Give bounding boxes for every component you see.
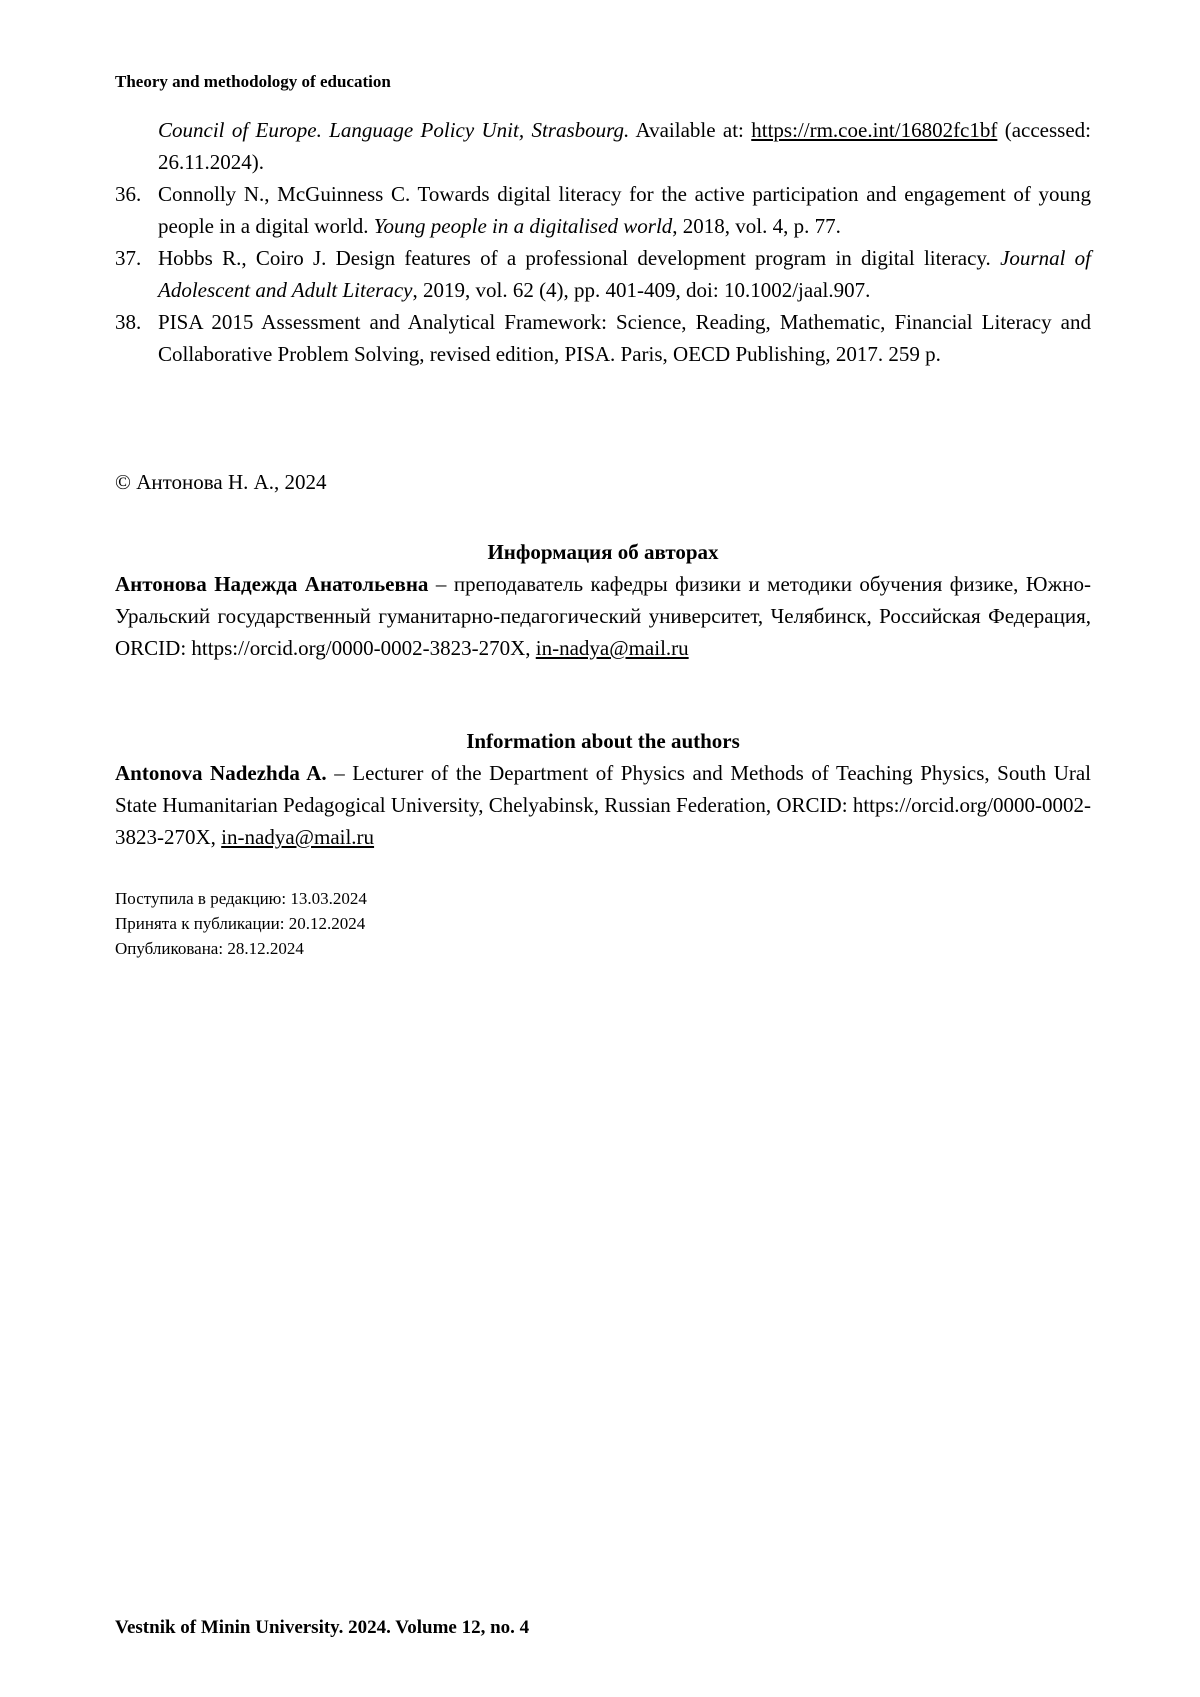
reference-source-italic: Council of Europe. Language Policy Unit, Strasbourg. <box>158 118 630 142</box>
reference-text: Connolly N., McGuinness C. Towards digital literacy for the active participation and engagement of young people in a digital world. <box>158 182 1091 238</box>
reference-accessed: (accessed: 26.11.2024). <box>158 118 1092 174</box>
reference-number: 37. <box>115 246 142 270</box>
reference-list <box>115 114 1091 370</box>
section-heading-en: Information about the authors <box>466 729 740 753</box>
date-published: Опубликована: 28.12.2024 <box>115 939 304 958</box>
running-header: Theory and methodology of education <box>115 72 391 91</box>
publication-dates <box>115 886 367 961</box>
author-email-link-en[interactable]: in-nadya@mail.ru <box>221 825 375 849</box>
author-name-ru: Антонова Надежда Анатольевна <box>115 572 429 596</box>
copyright-line: © Антонова Н. А., 2024 <box>115 470 327 494</box>
reference-item-37 <box>115 242 1091 306</box>
date-received: Поступила в редакцию: 13.03.2024 <box>115 889 367 908</box>
author-affiliation-ru: – преподаватель кафедры физики и методики обучения физике, Южно-Уральский государственный гуманитарно-педагогический университет, Челябинск, Российская Федерация, ORCID: https://orcid.org/0000-0002-3823-270X, <box>115 572 1091 660</box>
reference-details: , 2019, vol. 62 (4), pp. 401-409, doi: 10.1002/jaal.907. <box>412 278 871 302</box>
authors-info-ru <box>115 536 1091 664</box>
authors-info-en <box>115 725 1091 853</box>
author-bio-en <box>115 757 1091 853</box>
reference-text: Hobbs R., Coiro J. Design features of a professional development program in digital literacy. <box>158 246 1001 270</box>
reference-item-38 <box>115 306 1091 370</box>
reference-number: 38. <box>115 310 142 334</box>
reference-text: Available at: <box>629 118 752 142</box>
reference-continuation <box>115 114 1091 178</box>
author-name-en: Antonova Nadezhda A. <box>115 761 327 785</box>
reference-number: 36. <box>115 182 142 206</box>
reference-source-italic: Journal of Adolescent and Adult Literacy <box>158 246 1091 302</box>
reference-item-36 <box>115 178 1091 242</box>
author-email-link-ru[interactable]: in-nadya@mail.ru <box>535 636 689 660</box>
journal-footer: Vestnik of Minin University. 2024. Volume 12, no. 4 <box>115 1617 530 1638</box>
author-bio-ru <box>115 568 1091 664</box>
section-heading-ru: Информация об авторах <box>487 540 719 564</box>
reference-details: , 2018, vol. 4, p. 77. <box>672 214 841 238</box>
date-accepted: Принята к публикации: 20.12.2024 <box>115 914 366 933</box>
reference-source-italic: Young people in a digitalised world <box>373 214 673 238</box>
reference-text: PISA 2015 Assessment and Analytical Framework: Science, Reading, Mathematic, Financial Literacy and Collaborative Problem Solving, revised edition, PISA. Paris, OECD Publishing, 2017. 259 p. <box>158 310 1091 366</box>
reference-link[interactable]: https://rm.coe.int/16802fc1bf <box>751 118 998 142</box>
author-affiliation-en: – Lecturer of the Department of Physics and Methods of Teaching Physics, South Ural State Humanitarian Pedagogical University, Chelyabinsk, Russian Federation, ORCID: https://orcid.org/0000-0002-3823-270X, <box>115 761 1092 849</box>
